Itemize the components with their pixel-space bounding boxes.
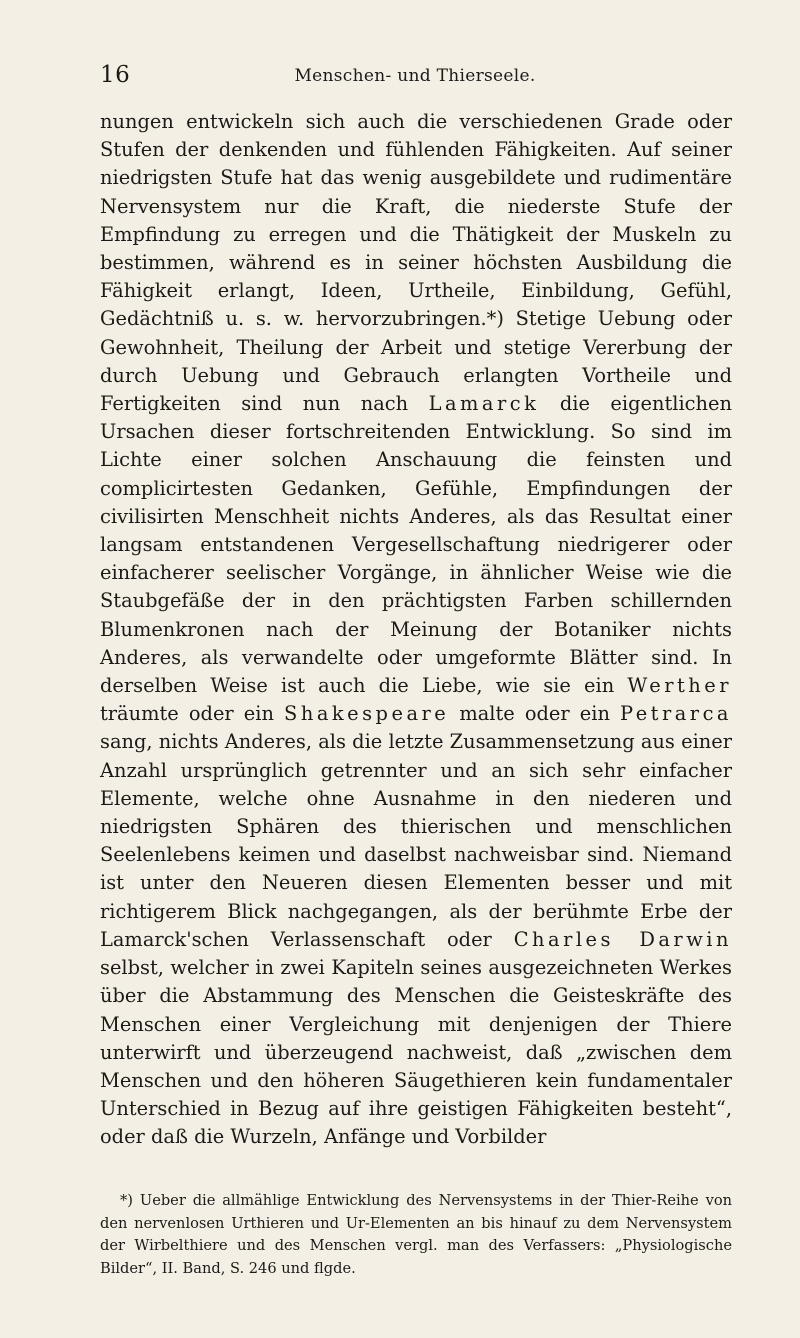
text-run: malte oder ein <box>449 702 621 726</box>
text-run: träumte oder ein <box>100 702 285 726</box>
text-run: die eigentlichen Ursachen dieser fortschreitenden Entwicklung. So sind im Lichte einer solchen Anschauung die feinsten und complicirtesten Gedanken, Gefühle, Empfindungen der civilisirten Menschheit nichts Anderes, als das Resultat einer langsam entstandenen Vergesellschaftung niedrigerer oder einfacherer seelischer Vorgänge, in ähnlicher Weise wie die Staubgefäße der in den prächtigsten Farben schillernden Blumenkronen nach der Meinung der Botaniker nichts Anderes, als verwandelte oder umgeformte Blätter sind. In derselben Weise ist auch die Liebe, wie sie ein <box>100 392 732 698</box>
footnote-marker: *) <box>120 1192 133 1209</box>
text-run: nungen entwickeln sich auch die verschiedenen Grade oder Stufen der denkenden und fühlenden Fähigkeiten. Auf seiner niedrigsten Stufe hat das wenig ausgebildete und rudimentäre Nervensystem nur die Kraft, die niederste Stufe der Empfindung zu erregen und die Thätigkeit der Muskeln zu bestimmen, während es in seiner höchsten Ausbildung die Fähigkeit erlangt, Ideen, Urtheile, Einbildung, Gefühl, Gedächtniß u. s. w. hervorzubringen. <box>100 110 732 331</box>
name-shakespeare: Shakespeare <box>284 702 450 726</box>
body-text <box>100 108 732 1152</box>
name-petrarca: Petrarca <box>620 702 732 726</box>
name-lamarck: Lamarck <box>428 392 540 416</box>
text-run: sang, nichts Anderes, als die letzte Zusammensetzung aus einer Anzahl ursprünglich getrennter und an sich sehr einfacher Elemente, welche ohne Ausnahme in den niederen und niedrigsten Sphären des thierischen und menschlichen Seelenlebens keimen und daselbst nachweisbar sind. Niemand ist unter den Neueren diesen Elementen besser und mit richtigerem Blick nachgegangen, als der berühmte Erbe der Lamarck'schen Verlassenschaft oder <box>100 730 732 951</box>
running-head: Menschen- und Thierseele. <box>294 66 536 86</box>
paragraph <box>100 108 732 1152</box>
page-header <box>100 62 730 92</box>
name-werther: Werther <box>627 674 732 698</box>
footnote-paragraph <box>100 1190 732 1280</box>
footnote-reference: *) <box>486 307 504 331</box>
text-run: Stetige Uebung oder Gewohnheit, Theilung der Arbeit und stetige Vererbung der durch Uebung und Gebrauch erlangten Vortheile und Fertigkeiten sind nun nach <box>100 307 732 416</box>
page-number: 16 <box>100 62 131 88</box>
footnote <box>100 1190 732 1280</box>
text-run: selbst, welcher in zwei Kapiteln seines ausgezeichneten Werkes über die Abstammung des Menschen die Geisteskräfte des Menschen einer Vergleichung mit denjenigen der Thiere unterwirft und überzeugend nachweist, daß „zwischen dem Menschen und den höheren Säugethieren kein fundamentaler Unterschied in Bezug auf ihre geistigen Fähigkeiten besteht“, oder daß die Wurzeln, Anfänge und Vorbilder <box>100 956 732 1149</box>
footnote-text: Ueber die allmählige Entwicklung des Nervensystems in der Thier-Reihe von den nervenlosen Urthieren und Ur-Elementen an bis hinauf zu dem Nervensystem der Wirbelthiere und des Menschen vergl. man des Verfassers: „Physiologische Bilder“, II. Band, S. 246 und flgde. <box>100 1192 733 1277</box>
name-darwin: Charles Darwin <box>513 927 732 951</box>
